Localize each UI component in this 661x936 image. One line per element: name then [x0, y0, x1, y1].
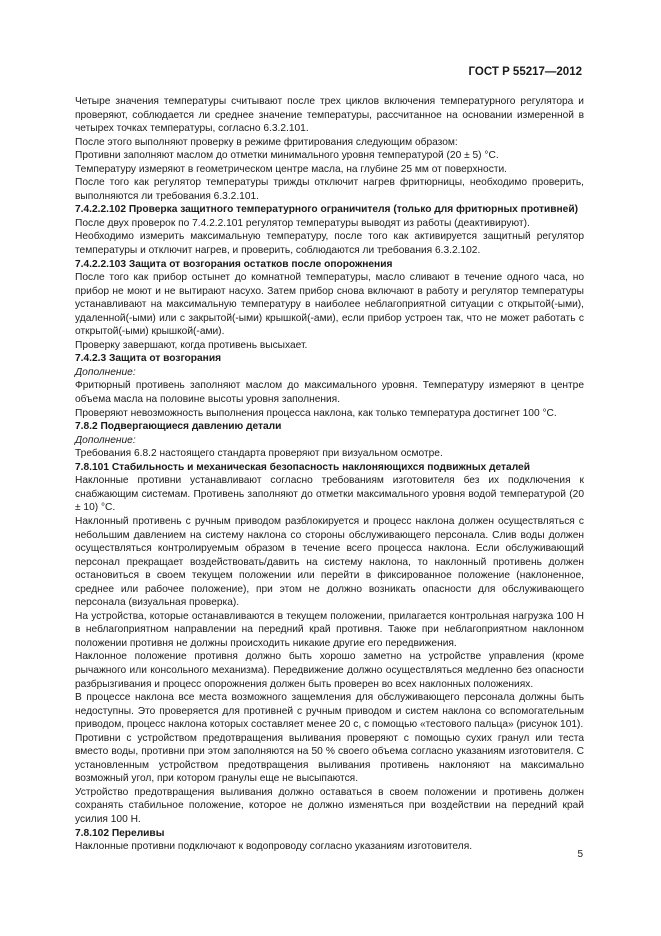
section-heading: 7.8.102 Переливы	[75, 827, 165, 839]
body-paragraph: Наклонное положение противня должно быть хорошо заметно на устройстве управления (кроме рычажного или консольного механизма). Передвижение должно осуществляться медленно без опасности разбрызгивания и процесс опорожнения должен быть проверен во всех наклонных положениях.	[75, 651, 584, 690]
body-paragraph: Наклонные противни устанавливают согласно требованиям изготовителя без их подключения к снабжающим системам. Противень заполняют до отметки максимального уровня водой температурой (20 ± 10) °C.	[75, 475, 584, 514]
body-paragraph: После этого выполняют проверку в режиме фритирования следующим образом:	[75, 136, 458, 148]
body-paragraph: Температуру измеряют в геометрическом центре масла, на глубине 25 мм от поверхности.	[75, 163, 508, 175]
body-paragraph: Требования 6.8.2 настоящего стандарта проверяют при визуальном осмотре.	[75, 448, 443, 460]
body-paragraph: Проверку завершают, когда противень высыхает.	[75, 339, 308, 351]
section-heading: 7.4.2.2.102 Проверка защитного температурного ограничителя (только для фритюрных противней)	[75, 204, 579, 216]
body-paragraph: Противни с устройством предотвращения выливания проверяют с помощью сухих гранул или теста вместо воды, противни при этом заполняются на 50 % своего объема согласно указаниям изготовителя. С установленным устройством предотвращения выливания противень наклоняют на максимально возможный угол, при котором гранулы еще не высыпаются.	[75, 732, 584, 785]
addendum-label: Дополнение:	[75, 366, 136, 378]
body-paragraph: Проверяют невозможность выполнения процесса наклона, как только температура достигнет 100 °C.	[75, 407, 557, 419]
body-paragraph: Устройство предотвращения выливания должно оставаться в своем положении и противень должен сохранять стабильное положение, которое не должно изменяться при воздействии на передний край усилия 100 Н.	[75, 786, 584, 825]
body-paragraph: В процессе наклона все места возможного защемления для обслуживающего персонала должны быть недоступны. Это проверяется для противней с ручным приводом и систем наклона со вспомогательным приводом, процесс наклона которых составляет менее 20 с, с помощью «тестового пальца» (рисунок 101).	[75, 692, 584, 731]
section-heading: 7.4.2.3 Защита от возгорания	[75, 353, 222, 365]
body-paragraph: После того как прибор остынет до комнатной температуры, масло сливают в течение одного часа, но прибор не моют и не вытирают насухо. Затем прибор снова включают в работу и регулятор температуры устанавливают на максимальную температуру в наиболее неблагоприятной ситуации с открытой(-ыми), удаленной(-ыми) или с закрытой(-ыми) крышкой(-ами), если прибор устроен так, что не может работать с открытой(-ыми) крышкой(-ами).	[75, 272, 584, 338]
page-number: 5	[577, 849, 583, 860]
body-paragraph: Наклонный противень с ручным приводом разблокируется и процесс наклона должен осуществляться с небольшим давлением на систему наклона со стороны обслуживающего персонала. Слив воды должен осуществляться контролируемым образом в течение всего процесса наклона. Если обслуживающий персонал прекращает воздействовать/давить на систему наклона, то наклонный противень должен остановиться в своем текущем положении или перейти в фиксированное положение (наклоненное, среднее или рабочее положение), при этом не должно возникать опасности для обслуживающего персонала (визуальная проверка).	[75, 515, 584, 609]
body-paragraph: Фритюрный противень заполняют маслом до максимального уровня. Температуру измеряют в центре объема масла на половине высоты уровня заполнения.	[75, 380, 584, 406]
body-paragraph: Четыре значения температуры считывают после трех циклов включения температурного регулятора и проверяют, соблюдается ли среднее значение температуры, рассчитанное на основании измеренной в четырех точках температуры, согласно 6.3.2.101.	[75, 96, 584, 135]
body-paragraph: После двух проверок по 7.4.2.2.101 регулятор температуры выводят из работы (деактивируют).	[75, 217, 530, 229]
body-paragraph: Противни заполняют маслом до отметки минимального уровня температурой (20 ± 5) °C.	[75, 150, 499, 162]
section-heading: 7.8.2 Подвергающиеся давлению детали	[75, 421, 282, 433]
section-heading: 7.4.2.2.103 Защита от возгорания остатков после опорожнения	[75, 258, 393, 270]
document-header: ГОСТ Р 55217—2012	[468, 66, 582, 78]
body-paragraph: Необходимо измерить максимальную температуру, после того как активируется защитный регулятор температуры и отключит нагрев, и проверить, соблюдаются ли требования 6.3.2.102.	[75, 231, 584, 257]
body-paragraph: После того как регулятор температуры трижды отключит нагрев фритюрницы, необходимо проверить, выполняются ли требования 6.3.2.101.	[75, 177, 584, 202]
document-body	[75, 95, 584, 854]
section-heading: 7.8.101 Стабильность и механическая безопасность наклоняющихся подвижных деталей	[75, 461, 530, 473]
body-paragraph: Наклонные противни подключают к водопроводу согласно указаниям изготовителя.	[75, 841, 473, 853]
addendum-label: Дополнение:	[75, 434, 136, 446]
body-paragraph: На устройства, которые останавливаются в текущем положении, прилагается контрольная нагрузка 100 Н в неблагоприятном направлении на передний край противня. Также при неблагоприятном наклонном положении противня не должны происходить никакие другие его передвижения.	[75, 610, 584, 649]
